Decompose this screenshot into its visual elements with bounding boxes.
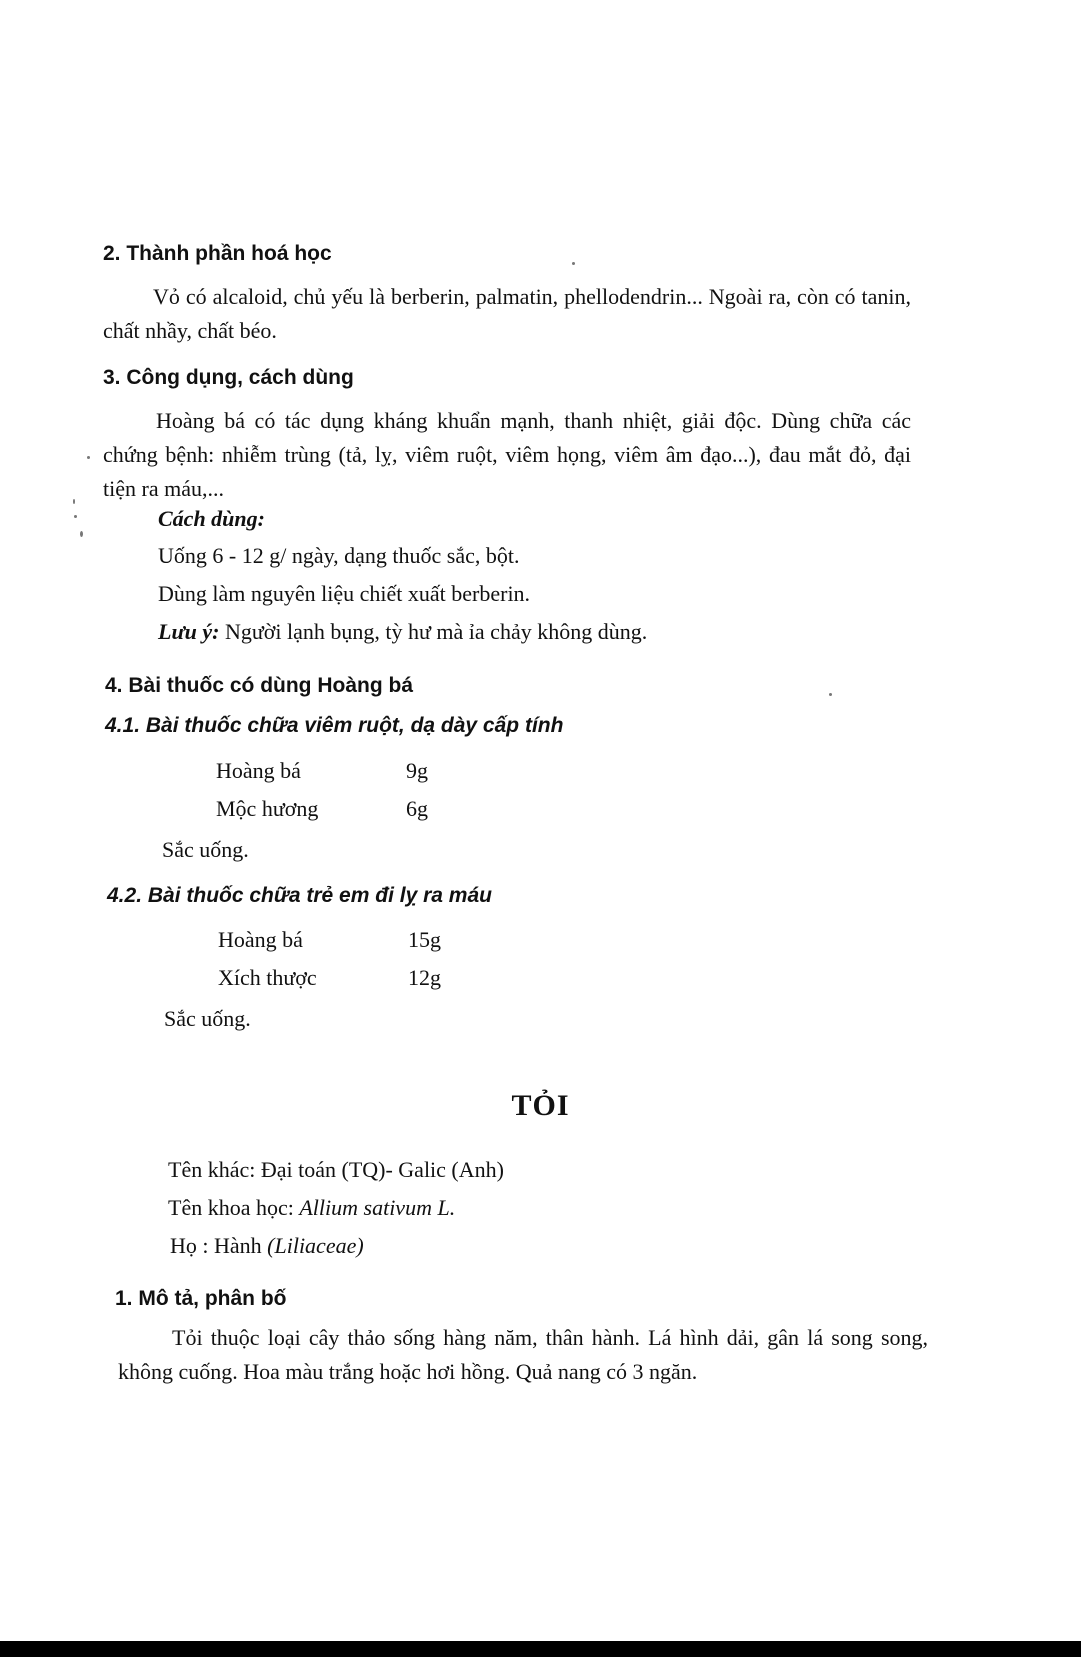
ingredient-quantity: 15g bbox=[408, 927, 441, 952]
caution-line bbox=[158, 618, 647, 646]
other-names-line: Tên khác: Đại toán (TQ)- Galic (Anh) bbox=[168, 1157, 504, 1182]
section-heading-uses: 3. Công dụng, cách dùng bbox=[103, 366, 354, 389]
ingredient-quantity: 6g bbox=[406, 796, 428, 821]
scan-speck bbox=[87, 456, 90, 459]
ingredient-quantity: 12g bbox=[408, 965, 441, 990]
ingredient-name: Mộc hương bbox=[216, 796, 319, 821]
scan-speck bbox=[74, 515, 77, 518]
scientific-name-label: Tên khoa học: bbox=[168, 1195, 300, 1220]
family-name: (Liliaceae) bbox=[267, 1233, 364, 1258]
recipe-2-heading: 4.2. Bài thuốc chữa trẻ em đi lỵ ra máu bbox=[107, 884, 492, 907]
recipe-1-heading: 4.1. Bài thuốc chữa viêm ruột, dạ dày cấp tính bbox=[105, 714, 564, 737]
recipe-1-instruction: Sắc uống. bbox=[162, 837, 249, 862]
caution-label: Lưu ý: bbox=[158, 619, 220, 644]
family-line bbox=[170, 1232, 364, 1260]
ingredient-name: Xích thược bbox=[218, 965, 317, 990]
scan-speck bbox=[73, 499, 75, 504]
ingredient-name: Hoàng bá bbox=[218, 927, 303, 952]
scientific-name: Allium sativum L. bbox=[299, 1195, 456, 1220]
recipe-2-instruction: Sắc uống. bbox=[164, 1006, 251, 1031]
scan-speck bbox=[829, 693, 832, 696]
usage-dosage-line: Uống 6 - 12 g/ ngày, dạng thuốc sắc, bột. bbox=[158, 543, 520, 568]
caution-text: Người lạnh bụng, tỳ hư mà ỉa chảy không dùng. bbox=[219, 619, 648, 644]
section-heading-description: 1. Mô tả, phân bố bbox=[115, 1287, 287, 1310]
section-heading-remedies: 4. Bài thuốc có dùng Hoàng bá bbox=[105, 674, 414, 697]
usage-label: Cách dùng: bbox=[158, 506, 265, 531]
entry-title: TỎI bbox=[511, 1089, 570, 1122]
scan-border bbox=[0, 1641, 1081, 1657]
family-label: Họ : Hành bbox=[170, 1233, 268, 1258]
ingredient-quantity: 9g bbox=[406, 758, 428, 783]
uses-paragraph: Hoàng bá có tác dụng kháng khuẩn mạnh, thanh nhiệt, giải độc. Dùng chữa các chứng bệnh: nhiễm trùng (tả, lỵ, viêm ruột, viêm họng, viêm âm đạo...), đau mắt đỏ, đại tiện ra máu,... bbox=[103, 408, 911, 501]
ingredient-name: Hoàng bá bbox=[216, 758, 301, 783]
description-paragraph: Tỏi thuộc loại cây thảo sống hàng năm, thân hành. Lá hình dải, gân lá song song, không cuống. Hoa màu trắng hoặc hơi hồng. Quả nang có 3 ngăn. bbox=[118, 1325, 928, 1384]
chemical-composition-paragraph: Vỏ có alcaloid, chủ yếu là berberin, palmatin, phellodendrin... Ngoài ra, còn có tanin, chất nhầy, chất béo. bbox=[103, 284, 911, 343]
usage-extraction-line: Dùng làm nguyên liệu chiết xuất berberin. bbox=[158, 581, 531, 606]
scan-speck bbox=[80, 531, 83, 537]
scan-speck bbox=[572, 262, 575, 265]
scientific-name-line bbox=[168, 1194, 455, 1222]
section-heading-chemical-composition: 2. Thành phần hoá học bbox=[103, 242, 332, 265]
